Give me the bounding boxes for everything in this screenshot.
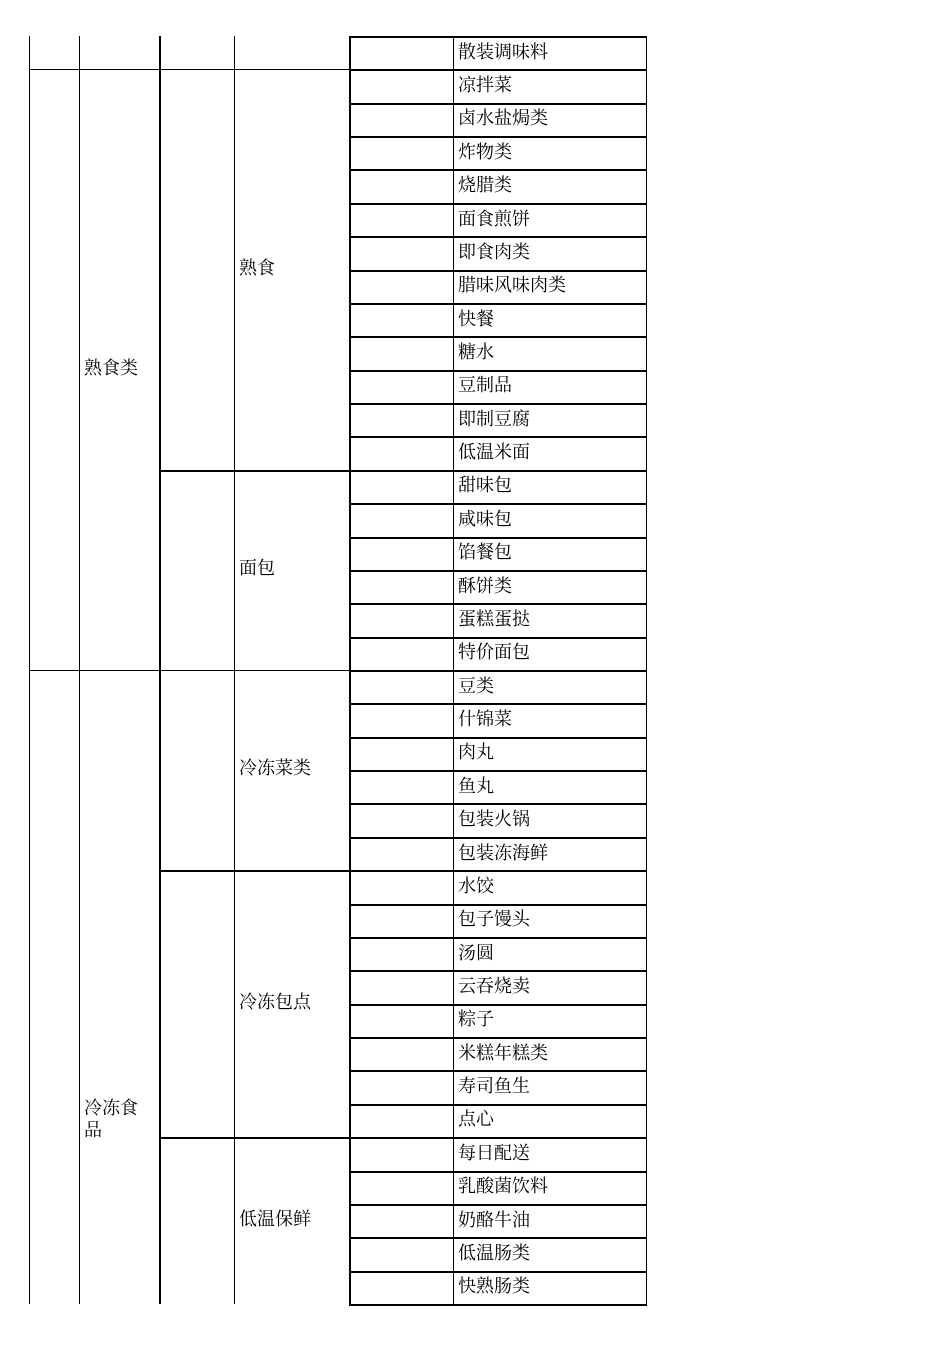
group-label: 熟食 [239,257,275,279]
row-divider [349,36,647,38]
row-divider [349,470,647,472]
row-divider [349,270,647,272]
item-name: 包装火锅 [458,809,530,831]
row-divider [349,603,647,605]
row-divider [349,370,647,372]
section-label: 熟食类 [84,357,138,379]
row-divider [349,1304,647,1306]
item-name: 豆类 [458,675,494,697]
row-divider [349,1037,647,1039]
group-label: 低温保鲜 [239,1208,311,1230]
item-name: 包子馒头 [458,909,530,931]
group-label: 面包 [239,557,275,579]
row-divider [349,870,647,872]
item-name: 汤圆 [458,942,494,964]
item-name: 奶酪牛油 [458,1209,530,1231]
row-divider [349,970,647,972]
row-divider [349,1104,647,1106]
row-divider [349,1271,647,1273]
row-divider [349,169,647,171]
section-divider [29,670,349,671]
group-divider [159,1137,349,1139]
item-name: 腊味风味肉类 [458,275,566,297]
row-divider [349,103,647,105]
row-divider [349,837,647,839]
item-name: 鱼丸 [458,775,494,797]
item-name: 云吞烧卖 [458,976,530,997]
item-name: 快熟肠类 [458,1276,530,1298]
group-label: 冷冻菜类 [239,758,311,780]
item-name: 咸味包 [458,508,512,530]
row-divider [349,1137,647,1139]
row-divider [349,69,647,71]
row-divider [349,803,647,805]
item-name: 馅餐包 [458,542,512,564]
item-name: 酥饼类 [458,575,512,597]
row-divider [349,236,647,238]
item-name: 炸物类 [458,141,512,163]
item-name: 米糕年糕类 [458,1042,548,1064]
row-divider [349,770,647,772]
row-divider [349,637,647,639]
row-divider [349,1237,647,1239]
item-name: 蛋糕蛋挞 [458,608,530,630]
item-name: 快餐 [458,308,494,330]
item-name: 凉拌菜 [458,75,512,97]
row-divider [349,904,647,906]
group-divider [159,470,349,472]
item-name: 甜味包 [458,475,512,497]
item-name: 乳酸菌饮料 [458,1176,548,1198]
row-divider [349,1204,647,1206]
section-divider [29,69,349,70]
item-name: 什锦菜 [458,709,512,731]
row-divider [349,403,647,405]
item-name: 肉丸 [458,742,494,764]
row-divider [349,937,647,939]
group-label: 冷冻包点 [239,991,311,1013]
row-divider [349,537,647,539]
row-divider [349,1070,647,1072]
item-name: 包装冻海鲜 [458,842,548,864]
item-name: 烧腊类 [458,175,512,197]
item-name: 低温米面 [458,442,530,464]
row-divider [349,436,647,438]
item-name: 特价面包 [458,642,530,664]
item-name: 即食肉类 [458,241,530,263]
item-name: 粽子 [458,1009,494,1031]
row-divider [349,303,647,305]
row-divider [349,203,647,205]
row-divider [349,503,647,505]
row-divider [349,336,647,338]
item-name: 点心 [458,1109,494,1131]
item-name: 糖水 [458,342,494,363]
item-name: 即制豆腐 [458,408,530,430]
row-divider [349,737,647,739]
item-name: 低温肠类 [458,1242,530,1264]
item-name: 面食煎饼 [458,208,530,230]
item-name: 水饺 [458,875,494,897]
row-divider [349,703,647,705]
row-divider [349,136,647,138]
row-divider [349,1171,647,1173]
item-name: 寿司鱼生 [458,1076,530,1098]
item-name: 豆制品 [458,375,512,397]
group-divider [159,870,349,872]
row-divider [349,570,647,572]
item-name: 每日配送 [458,1142,530,1164]
section-label: 冷冻食品 [84,1097,138,1141]
row-divider [349,670,647,672]
item-name: 卤水盐焗类 [458,108,548,130]
row-divider [349,1004,647,1006]
item-name: 散装调味料 [458,41,548,63]
